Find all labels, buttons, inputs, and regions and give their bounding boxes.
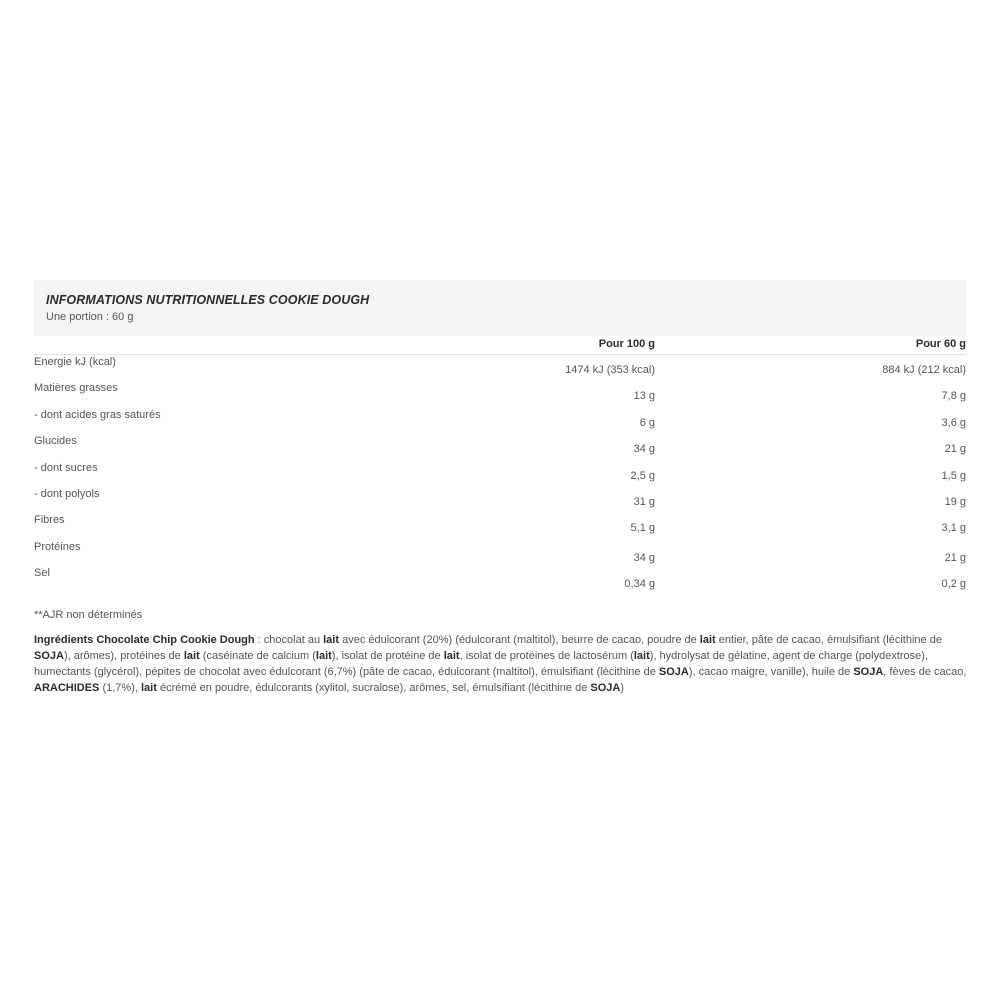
table-row	[34, 566, 966, 592]
ingredient-text: (caséinate de calcium (	[199, 649, 316, 662]
portion-size: Une portion : 60 g	[46, 311, 134, 323]
nutrient-label: - dont sucres	[34, 461, 98, 474]
value-per-100g: 6 g	[639, 416, 655, 429]
value-per-100g: 5,1 g	[630, 522, 655, 535]
allergen-highlight: SOJA	[34, 649, 64, 662]
value-per-portion: 19 g	[944, 495, 966, 508]
allergen-highlight: SOJA	[853, 665, 884, 678]
table-row	[34, 355, 966, 381]
nutrition-column-headers	[34, 338, 966, 355]
allergen-highlight: lait	[140, 681, 157, 694]
ingredient-text: )	[620, 681, 625, 694]
nutrient-label: Energie kJ (kcal)	[34, 356, 116, 368]
value-per-100g: 13 g	[633, 390, 655, 403]
ingredient-text: , fèves de cacao,	[883, 665, 967, 678]
value-per-100g: 34 g	[633, 443, 655, 456]
value-per-portion: 1,5 g	[941, 469, 966, 482]
ingredient-text: (1,7%),	[99, 681, 141, 694]
allergen-highlight: ARACHIDES	[34, 681, 100, 694]
nutrition-panel	[34, 280, 966, 696]
column-header-per-portion: Pour 60 g	[915, 338, 966, 350]
table-row	[34, 487, 966, 513]
nutrient-label: Matières grasses	[34, 382, 118, 395]
nutrient-label: - dont acides gras saturés	[34, 408, 161, 421]
column-header-per-100g: Pour 100 g	[598, 338, 655, 350]
value-per-portion: 0,2 g	[941, 578, 966, 591]
allergen-highlight: lait	[443, 649, 460, 662]
value-per-100g: 34 g	[633, 551, 655, 564]
table-row	[34, 513, 966, 539]
allergen-highlight: lait	[323, 633, 340, 646]
table-row	[34, 461, 966, 487]
value-per-portion: 21 g	[944, 443, 966, 456]
ingredient-text: ), cacao maigre, vanille), huile de	[688, 665, 854, 678]
ingredients-paragraph	[34, 632, 969, 696]
value-per-portion: 3,6 g	[941, 416, 966, 429]
nutrient-label: Glucides	[34, 435, 77, 448]
allergen-highlight: SOJA	[658, 665, 689, 678]
nutrition-table	[34, 355, 966, 593]
ingredient-text: écrémé en poudre, édulcorants (xylitol, sucralose), arômes, sel, émulsifiant (lécithine de	[156, 681, 591, 694]
ingredient-text: , isolat de protéines de lactosérum (	[459, 649, 634, 662]
ingredient-text: entier, pâte de cacao, émulsifiant (lécithine de	[715, 633, 942, 646]
value-per-100g: 31 g	[633, 495, 655, 508]
nutrient-label: Sel	[34, 567, 50, 580]
value-per-portion: 7,8 g	[941, 390, 966, 403]
ingredient-text: avec édulcorant (20%) (édulcorant (maltitol), beurre de cacao, poudre de	[339, 633, 700, 646]
nutrient-label: Fibres	[34, 514, 65, 527]
allergen-highlight: SOJA	[590, 681, 621, 694]
footnote: **AJR non déterminés	[34, 608, 143, 621]
ingredients-title: Ingrédients Chocolate Chip Cookie Dough	[34, 633, 255, 646]
nutrient-label: - dont polyols	[34, 487, 100, 500]
nutrition-header	[34, 280, 966, 336]
allergen-highlight: lait	[633, 649, 650, 662]
table-row	[34, 381, 966, 407]
ingredient-text: ), hydrolysat de gélatine, agent de charge (polydextrose), humectants (glycérol), pépites de chocolat avec édulcorant (6,7%) (pâte de cacao, édulcorant (maltitol), émulsifiant (lécithine de	[34, 649, 928, 678]
table-row	[34, 408, 966, 434]
ingredient-text: : chocolat au	[254, 633, 324, 646]
value-per-portion: 21 g	[944, 551, 966, 564]
nutrient-label: Protéines	[34, 540, 81, 553]
value-per-portion: 3,1 g	[941, 522, 966, 535]
table-row	[34, 540, 966, 566]
allergen-highlight: lait	[183, 649, 200, 662]
table-row	[34, 434, 966, 460]
value-per-100g: 1474 kJ (353 kcal)	[565, 364, 655, 376]
allergen-highlight: lait	[699, 633, 716, 646]
allergen-highlight: lait	[315, 649, 332, 662]
nutrition-title: INFORMATIONS NUTRITIONNELLES COOKIE DOUGH	[46, 293, 370, 307]
value-per-portion: 884 kJ (212 kcal)	[882, 364, 966, 376]
ingredient-text: ), arômes), protéines de	[63, 649, 184, 662]
value-per-100g: 0,34 g	[624, 578, 655, 591]
value-per-100g: 2,5 g	[630, 469, 655, 482]
ingredient-text: ), isolat de protéine de	[331, 649, 444, 662]
